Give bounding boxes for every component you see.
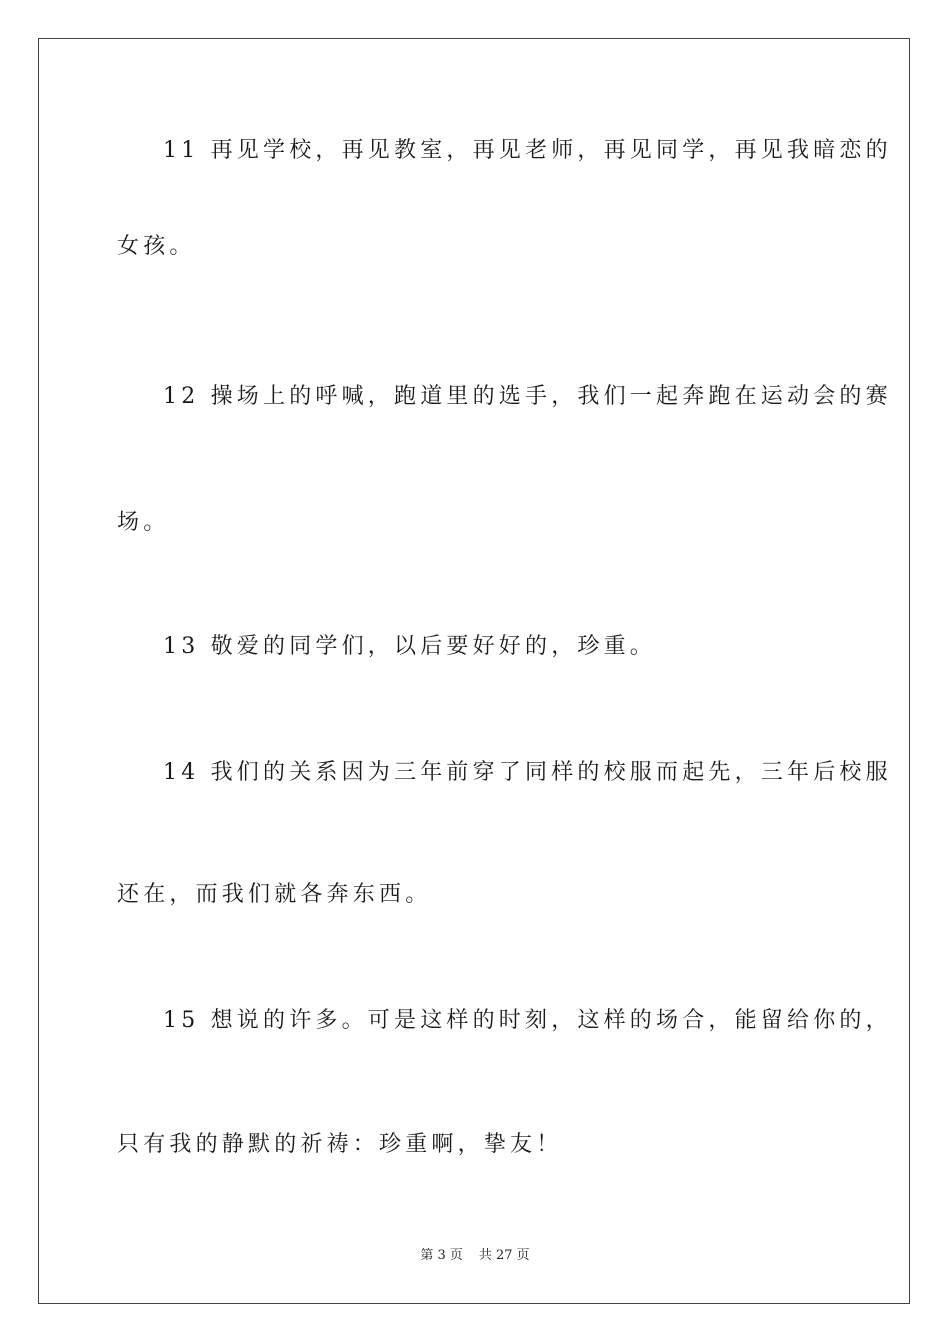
paragraph-12-line-2: 场。: [117, 510, 170, 535]
paragraph-15-line-2: 只有我的静默的祈祷：珍重啊，挚友！: [117, 1132, 563, 1157]
paragraph-11-line-1: 11 再见学校，再见教室，再见老师，再见同学，再见我暗恋的: [163, 138, 892, 163]
page-total: 共 27 页: [478, 1248, 530, 1263]
page-footer: [0, 1247, 950, 1265]
paragraph-14-line-2: 还在，而我们就各奔东西。: [117, 882, 432, 907]
page-frame: [38, 38, 910, 1304]
paragraph-11-line-2: 女孩。: [117, 234, 196, 259]
page-number: 第 3 页: [420, 1248, 463, 1263]
paragraph-14-line-1: 14 我们的关系因为三年前穿了同样的校服而起先，三年后校服: [163, 760, 892, 785]
paragraph-13-line-1: 13 敬爱的同学们，以后要好好的，珍重。: [163, 634, 656, 659]
paragraph-15-line-1: 15 想说的许多。可是这样的时刻，这样的场合，能留给你的，: [163, 1008, 892, 1033]
paragraph-12-line-1: 12 操场上的呼喊，跑道里的选手，我们一起奔跑在运动会的赛: [163, 384, 892, 409]
